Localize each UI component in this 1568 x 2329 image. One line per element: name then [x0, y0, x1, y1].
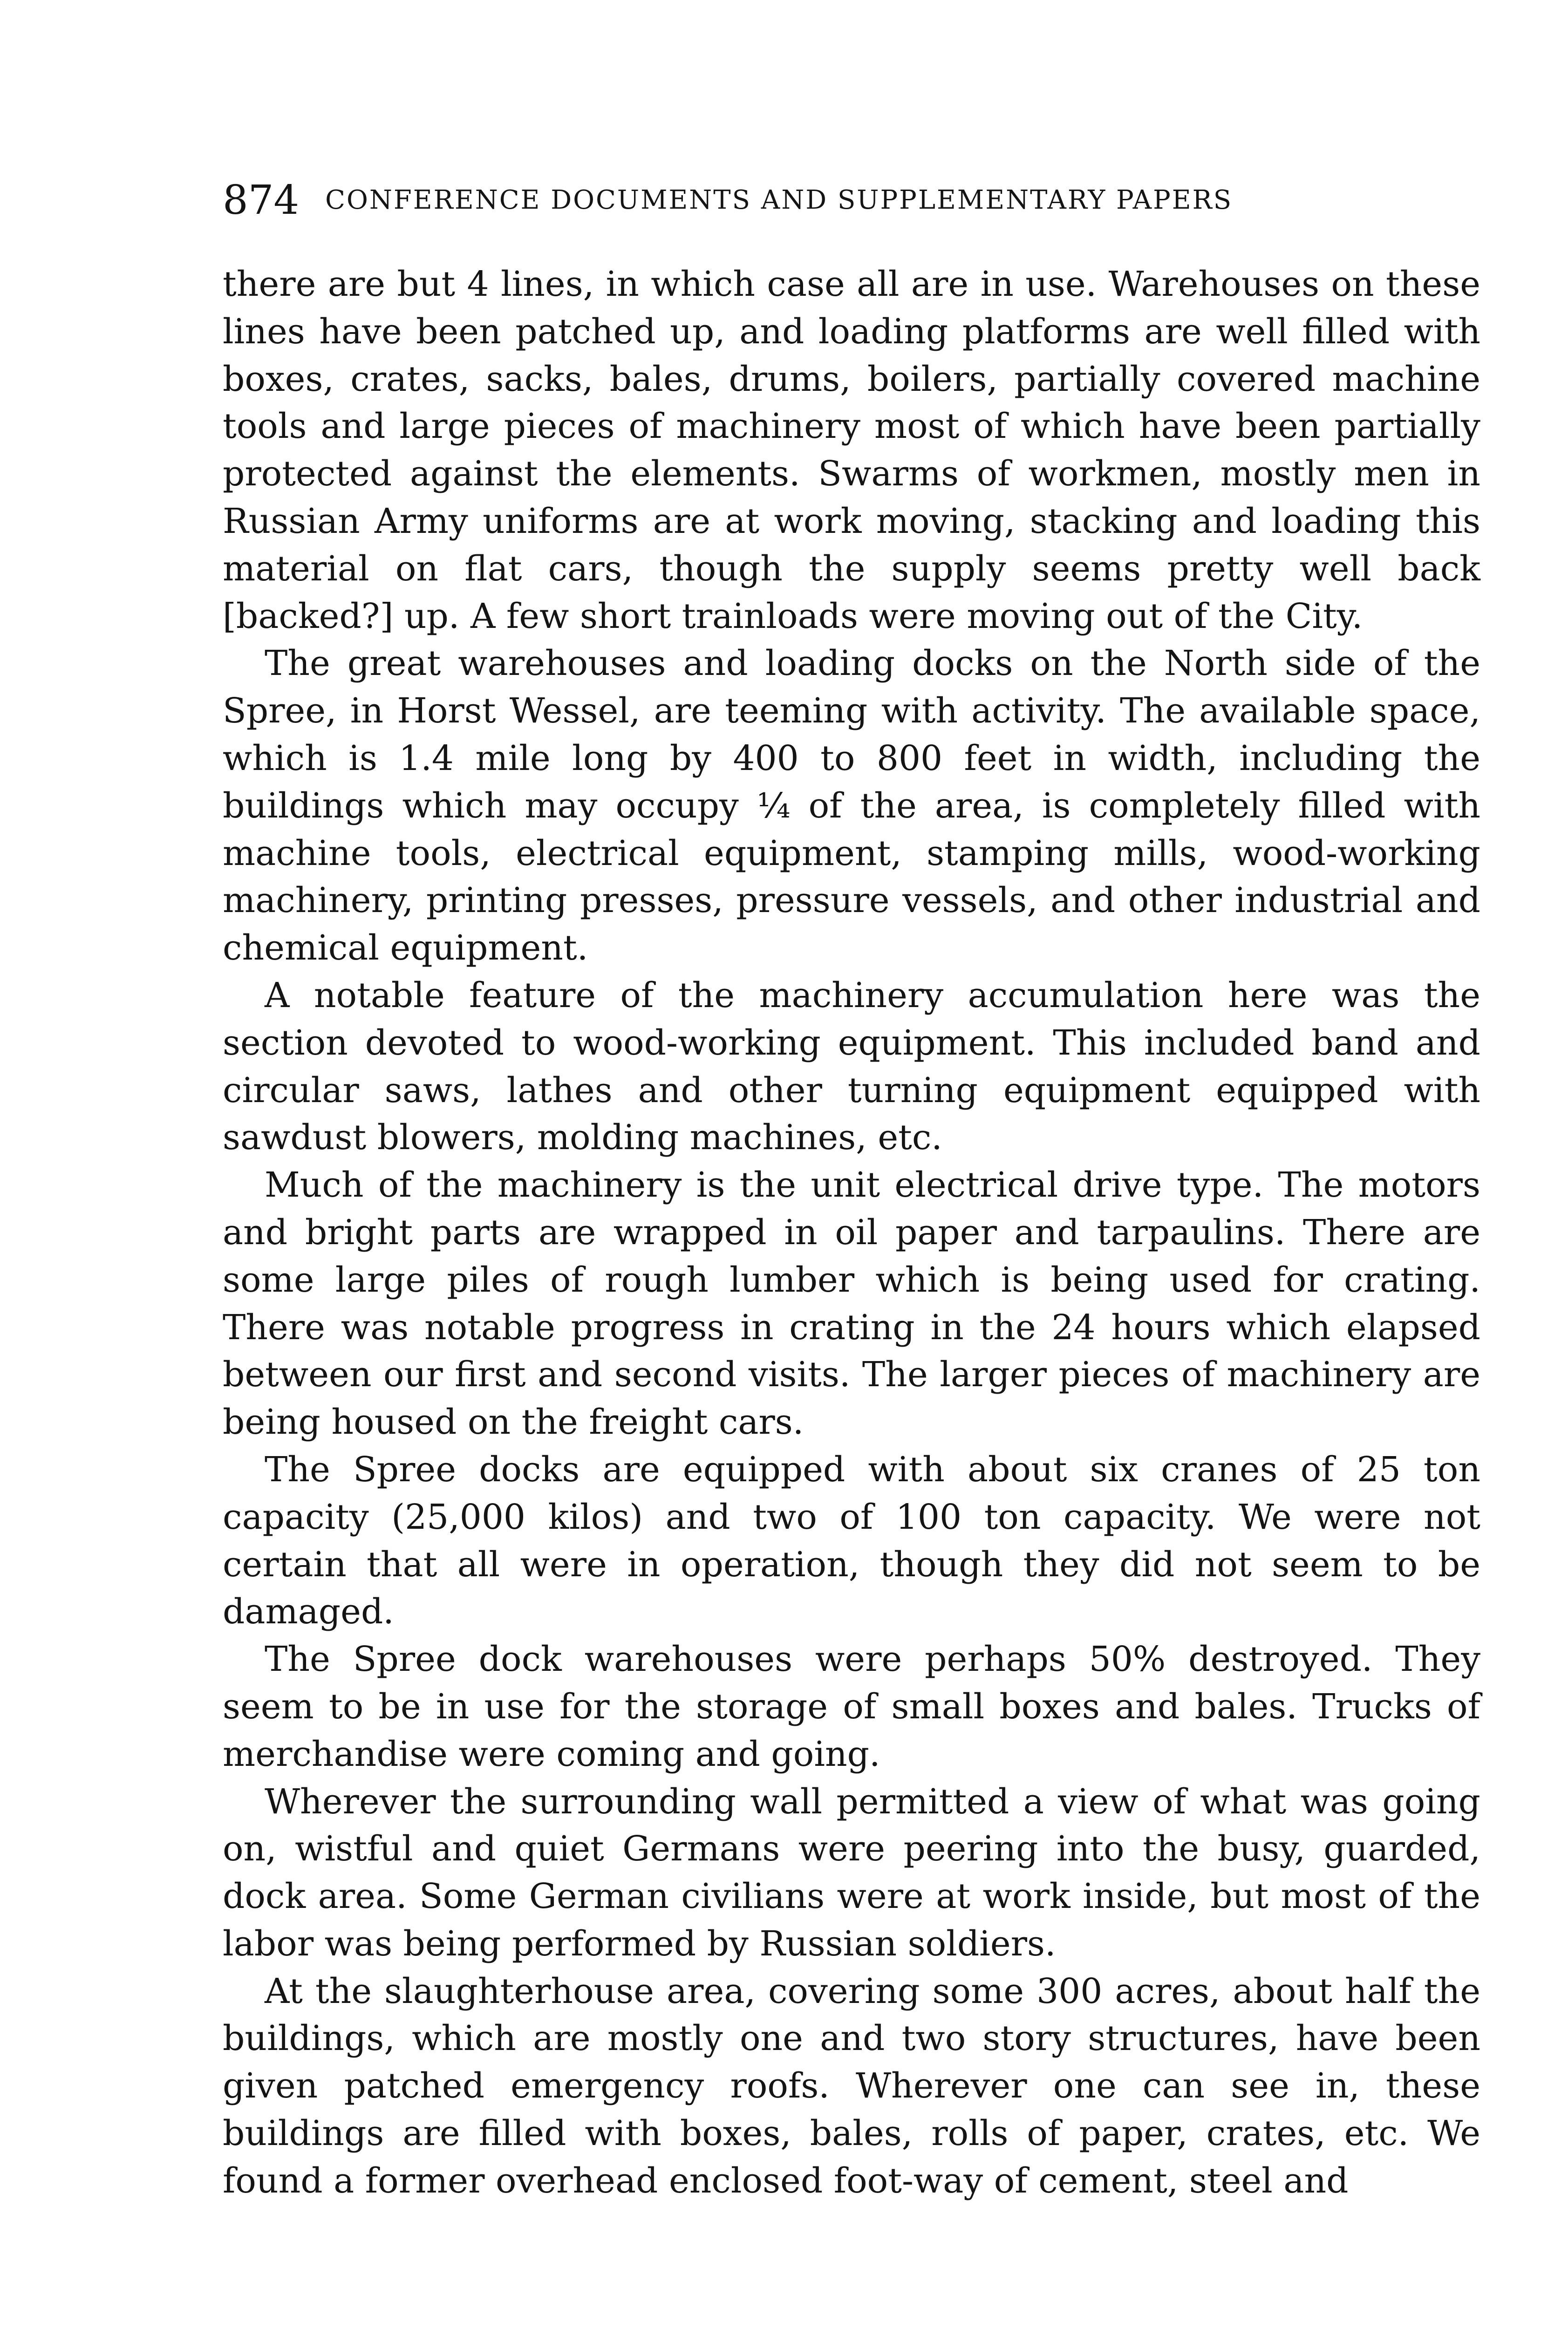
- paragraph-onlookers: Wherever the surrounding wall permitted a view of what was going on, wistful and quiet Germans were peering into the busy, guarded, dock area. Some German civilians were at work inside, but most of the labor was being performed by Russian soldiers.: [223, 1781, 1480, 1964]
- page-number: 874: [223, 177, 300, 224]
- paragraph-cranes: The Spree docks are equipped with about six cranes of 25 ton capacity (25,000 kilos) and two of 100 ton capacity. We were not certain that all were in operation, though they did not seem to be damaged.: [223, 1449, 1480, 1632]
- paragraph-wood-working: A notable feature of the machinery accumulation here was the section devoted to wood-working equipment. This included band and circular saws, lathes and other turning equipment equipped with sawdust blowers, molding machines, etc.: [223, 975, 1480, 1158]
- paragraph-spree-warehouses: The great warehouses and loading docks on the North side of the Spree, in Horst Wessel, are teeming with activity. The available space, which is 1.4 mile long by 400 to 800 feet in width, including the buildings which may occupy ¼ of the area, is completely filled with machine tools, electrical equipment, stamping mills, wood-working machinery, printing presses, pressure vessels, and other industrial and chemical equipment.: [223, 643, 1480, 968]
- paragraph-slaughterhouse: At the slaughterhouse area, covering some 300 acres, about half the buildings, which are mostly one and two story structures, have been given patched emergency roofs. Wherever one can see in, these buildings are filled with boxes, bales, rolls of paper, crates, etc. We found a former overhead enclosed foot-way of cement, steel and: [223, 1971, 1480, 2201]
- document-page: [223, 177, 1480, 2205]
- paragraph-dock-warehouses: The Spree dock warehouses were perhaps 50% destroyed. They seem to be in use for the storage of small boxes and bales. Trucks of merchandise were coming and going.: [223, 1639, 1480, 1774]
- running-head-title: CONFERENCE DOCUMENTS AND SUPPLEMENTARY PAPERS: [325, 185, 1233, 215]
- text-body: [223, 261, 1480, 2205]
- paragraph-electrical-drive: Much of the machinery is the unit electrical drive type. The motors and bright parts are wrapped in oil paper and tarpaulins. There are some large piles of rough lumber which is being used for crating. There was notable progress in crating in the 24 hours which elapsed between our first and second visits. The larger pieces of machinery are being housed on the freight cars.: [223, 1165, 1480, 1443]
- running-head: [223, 177, 1480, 261]
- paragraph-continued: there are but 4 lines, in which case all are in use. Warehouses on these lines have been patched up, and loading platforms are well filled with boxes, crates, sacks, bales, drums, boilers, partially covered machine tools and large pieces of machinery most of which have been partially protected against the elements. Swarms of workmen, mostly men in Russian Army uniforms are at work moving, stacking and loading this material on flat cars, though the supply seems pretty well back [backed?] up. A few short trainloads were moving out of the City.: [223, 264, 1480, 636]
